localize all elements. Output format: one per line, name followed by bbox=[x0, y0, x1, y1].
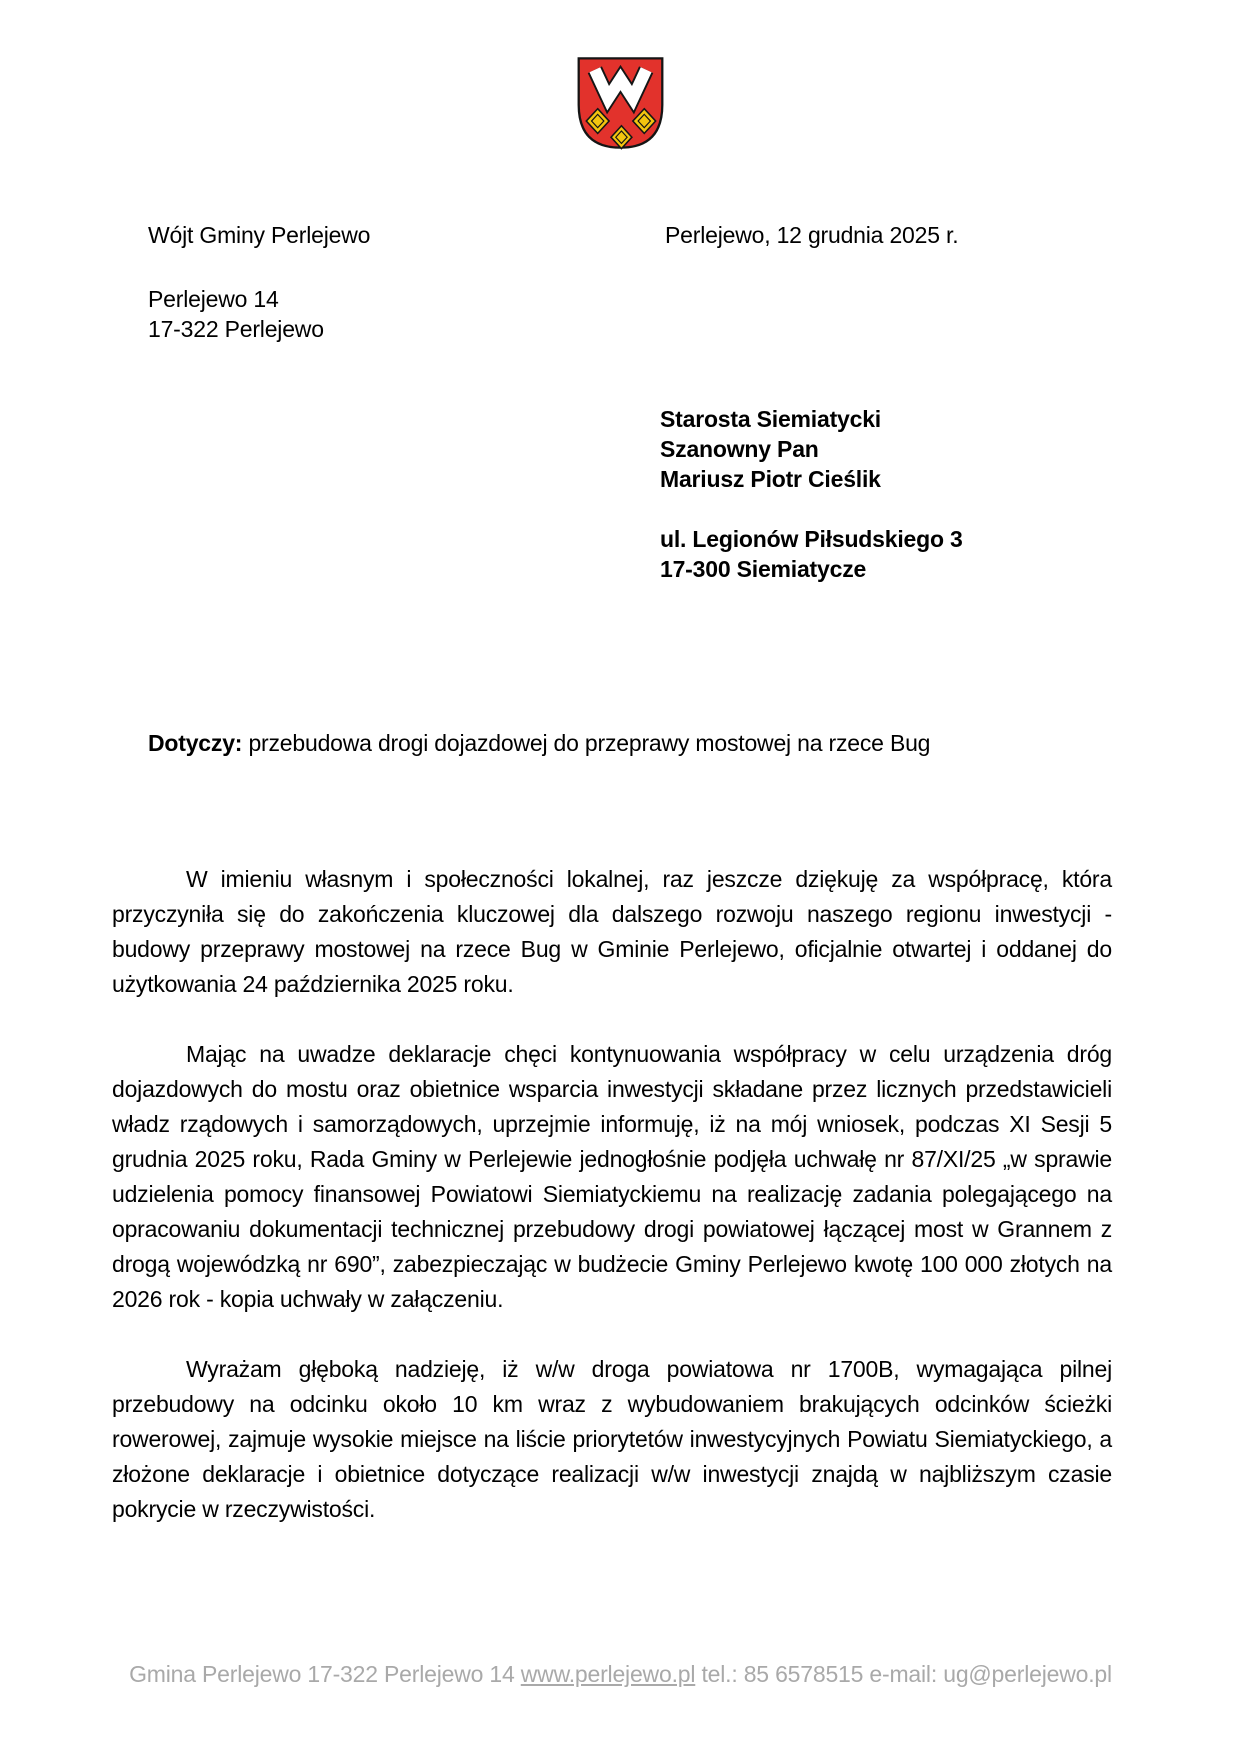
footer-text: Gmina Perlejewo 17-322 Perlejewo 14 bbox=[129, 1661, 521, 1687]
recipient-salutation: Szanowny Pan bbox=[660, 436, 819, 462]
recipient-city: 17-300 Siemiatycze bbox=[660, 556, 867, 582]
page-footer bbox=[0, 1659, 1241, 1689]
date-line: Perlejewo, 12 grudnia 2025 r. bbox=[665, 222, 959, 248]
sender-address bbox=[148, 284, 324, 344]
subject-text: przebudowa drogi dojazdowej do przeprawy mostowej na rzece Bug bbox=[242, 730, 931, 756]
body-paragraph: Wyrażam głęboką nadzieję, iż w/w droga powiatowa nr 1700B, wymagająca pilnej przebudowy na odcinku około 10 km wraz z wybudowaniem brakujących odcinków ścieżki rowerowej, zajmuje wysokie miejsce na liście priorytetów inwestycyjnych Powiatu Siemiatyckiego, a złożone deklaracje i obietnice dotyczące realizacji w/w inwestycji znajdą w najbliższym czasie pokrycie w rzeczywistości. bbox=[112, 1356, 1112, 1522]
sender-address-line: Perlejewo 14 bbox=[148, 286, 279, 312]
sender-address-line: 17-322 Perlejewo bbox=[148, 316, 324, 342]
body-paragraph: Mając na uwadze deklaracje chęci kontynuowania współpracy w celu urządzenia dróg dojazdowych do mostu oraz obietnice wsparcia inwestycji składane przez licznych przedstawicieli władz rządowych i samorządowych, uprzejmie informuję, iż na mój wniosek, podczas XI Sesji 5 grudnia 2025 roku, Rada Gminy w Perlejewie jednogłośnie podjęła uchwałę nr 87/XI/25 „w sprawie udzielenia pomocy finansowej Powiatowi Siemiatyckiemu na realizację zadania polegającego na opracowaniu dokumentacji technicznej przebudowy drogi powiatowej łączącej most w Grannem z drogą wojewódzką nr 690”, zabezpieczając w budżecie Gminy Perlejewo kwotę 100 000 złotych na 2026 rok - kopia uchwały w załączeniu. bbox=[112, 1041, 1112, 1312]
recipient-block bbox=[660, 404, 963, 584]
recipient-name: Mariusz Piotr Cieślik bbox=[660, 466, 881, 492]
body-paragraph: W imieniu własnym i społeczności lokalnej, raz jeszcze dziękuję za współpracę, która przyczyniła się do zakończenia kluczowej dla dalszego rozwoju naszego regionu inwestycji - budowy przeprawy mostowej na rzece Bug w Gminie Perlejewo, oficjalnie otwartej i oddanej do użytkowania 24 października 2025 roku. bbox=[112, 866, 1112, 997]
recipient-street: ul. Legionów Piłsudskiego 3 bbox=[660, 526, 963, 552]
footer-contact-text: tel.: 85 6578515 e-mail: ug@perlejewo.pl bbox=[695, 1661, 1112, 1687]
recipient-title: Starosta Siemiatycki bbox=[660, 406, 882, 432]
subject-line bbox=[148, 728, 930, 758]
footer-website-link[interactable]: www.perlejewo.pl bbox=[520, 1661, 696, 1687]
sender-title: Wójt Gminy Perlejewo bbox=[148, 222, 371, 248]
letter-body bbox=[112, 862, 1112, 1562]
coat-of-arms-icon bbox=[573, 55, 668, 151]
subject-label: Dotyczy: bbox=[148, 730, 243, 756]
